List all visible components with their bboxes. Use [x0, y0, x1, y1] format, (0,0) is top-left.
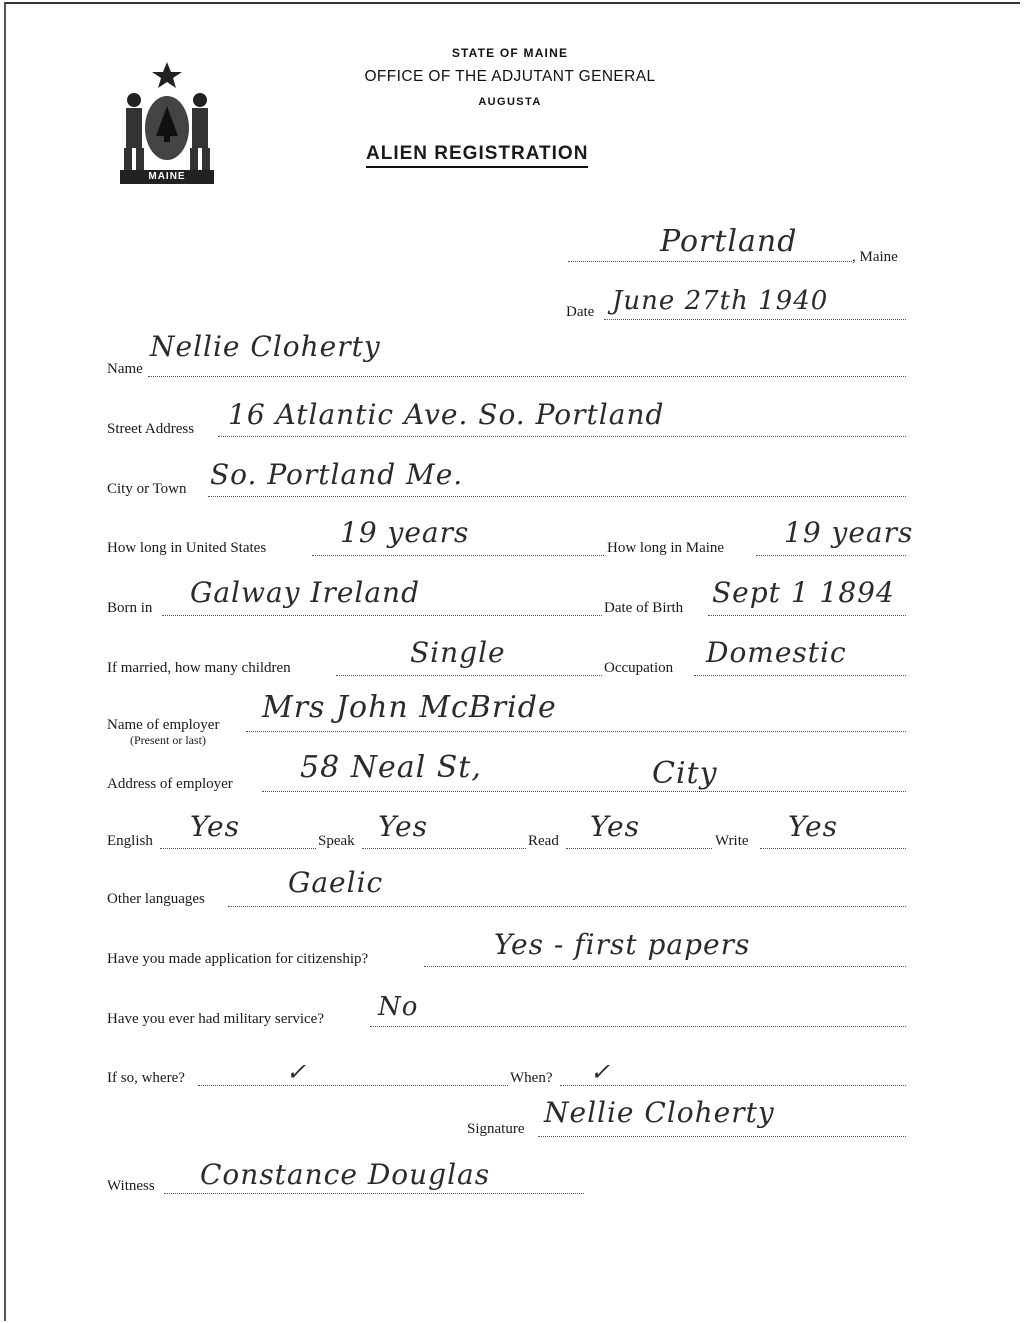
- header-state: STATE OF MAINE: [451, 46, 569, 60]
- maine-label: , Maine: [852, 249, 898, 265]
- english-value: Yes: [190, 810, 240, 843]
- employer-address-value: 58 Neal St,: [300, 750, 482, 785]
- city-town-line: [208, 496, 906, 497]
- state-seal-icon: [112, 58, 222, 188]
- street-label: Street Address: [107, 421, 195, 437]
- how-long-us-value: 19 years: [340, 516, 470, 549]
- children-line: [336, 675, 602, 676]
- children-value: Single: [410, 636, 506, 669]
- witness-value: Constance Douglas: [200, 1158, 491, 1191]
- witness-line: [164, 1193, 584, 1194]
- date-of-birth-label: Date of Birth: [604, 600, 684, 616]
- speak-value: Yes: [378, 810, 428, 843]
- other-lang-value: Gaelic: [288, 866, 384, 899]
- military-line: [370, 1026, 906, 1027]
- how-long-maine-value: 19 years: [784, 516, 914, 549]
- how-long-maine-line: [756, 555, 906, 556]
- street-line: [218, 436, 906, 437]
- write-line: [760, 848, 906, 849]
- name-line: [148, 376, 906, 377]
- employer-city-value: City: [652, 756, 718, 791]
- other-lang-label: Other languages: [107, 891, 205, 907]
- write-value: Yes: [788, 810, 838, 843]
- employer-address-label: Address of employer: [107, 776, 233, 792]
- form-title: ALIEN REGISTRATION: [366, 143, 588, 168]
- how-long-us-label: How long in United States: [107, 540, 267, 556]
- employer-label: Name of employer: [107, 717, 220, 733]
- signature-label: Signature: [467, 1121, 525, 1137]
- military-label: Have you ever had military service?: [107, 1011, 324, 1027]
- citizenship-label: Have you made application for citizenship?: [107, 951, 369, 967]
- born-in-value: Galway Ireland: [190, 576, 421, 609]
- children-label: If married, how many children: [107, 660, 291, 676]
- how-long-maine-label: How long in Maine: [607, 540, 725, 556]
- employer-sublabel: (Present or last): [130, 733, 206, 747]
- date-value: June 27th 1940: [612, 286, 829, 316]
- born-in-line: [162, 615, 602, 616]
- other-lang-line: [228, 906, 906, 907]
- citizenship-value: Yes - first papers: [494, 928, 751, 961]
- english-line: [160, 848, 316, 849]
- witness-label: Witness: [107, 1178, 155, 1194]
- header-city: AUGUSTA: [478, 96, 542, 108]
- date-of-birth-line: [708, 615, 906, 616]
- name-value: Nellie Cloherty: [150, 330, 381, 363]
- header-office: OFFICE OF THE ADJUTANT GENERAL: [364, 68, 656, 85]
- english-label: English: [107, 833, 153, 849]
- employer-value: Mrs John McBride: [262, 690, 557, 725]
- military-value: No: [378, 992, 419, 1022]
- read-value: Yes: [590, 810, 640, 843]
- how-long-us-line: [312, 555, 604, 556]
- when-label: When?: [510, 1070, 553, 1086]
- employer-address-line: [262, 791, 906, 792]
- when-value: ✓: [590, 1058, 612, 1086]
- street-value: 16 Atlantic Ave. So. Portland: [228, 398, 665, 431]
- signature-value: Nellie Cloherty: [544, 1096, 775, 1129]
- state-seal: [112, 58, 222, 188]
- speak-line: [362, 848, 526, 849]
- when-line: [560, 1085, 906, 1086]
- speak-label: Speak: [318, 833, 355, 849]
- where-line: [198, 1085, 508, 1086]
- date-of-birth-value: Sept 1 1894: [712, 576, 895, 609]
- citizenship-line: [424, 966, 906, 967]
- place-value: Portland: [660, 224, 798, 259]
- seal-label: MAINE: [148, 171, 186, 182]
- city-town-value: So. Portland Me.: [210, 458, 464, 491]
- date-line: [604, 319, 906, 320]
- read-line: [566, 848, 712, 849]
- occupation-value: Domestic: [706, 636, 847, 669]
- occupation-line: [694, 675, 906, 676]
- read-label: Read: [528, 833, 559, 849]
- place-line: [568, 261, 852, 262]
- occupation-label: Occupation: [604, 660, 674, 676]
- employer-line: [246, 731, 906, 732]
- born-in-label: Born in: [107, 600, 153, 616]
- date-label: Date: [566, 304, 595, 320]
- city-town-label: City or Town: [107, 481, 187, 497]
- signature-line: [538, 1136, 906, 1137]
- where-value: ✓: [286, 1058, 308, 1086]
- where-label: If so, where?: [107, 1070, 185, 1086]
- name-label: Name: [107, 361, 143, 377]
- write-label: Write: [715, 833, 749, 849]
